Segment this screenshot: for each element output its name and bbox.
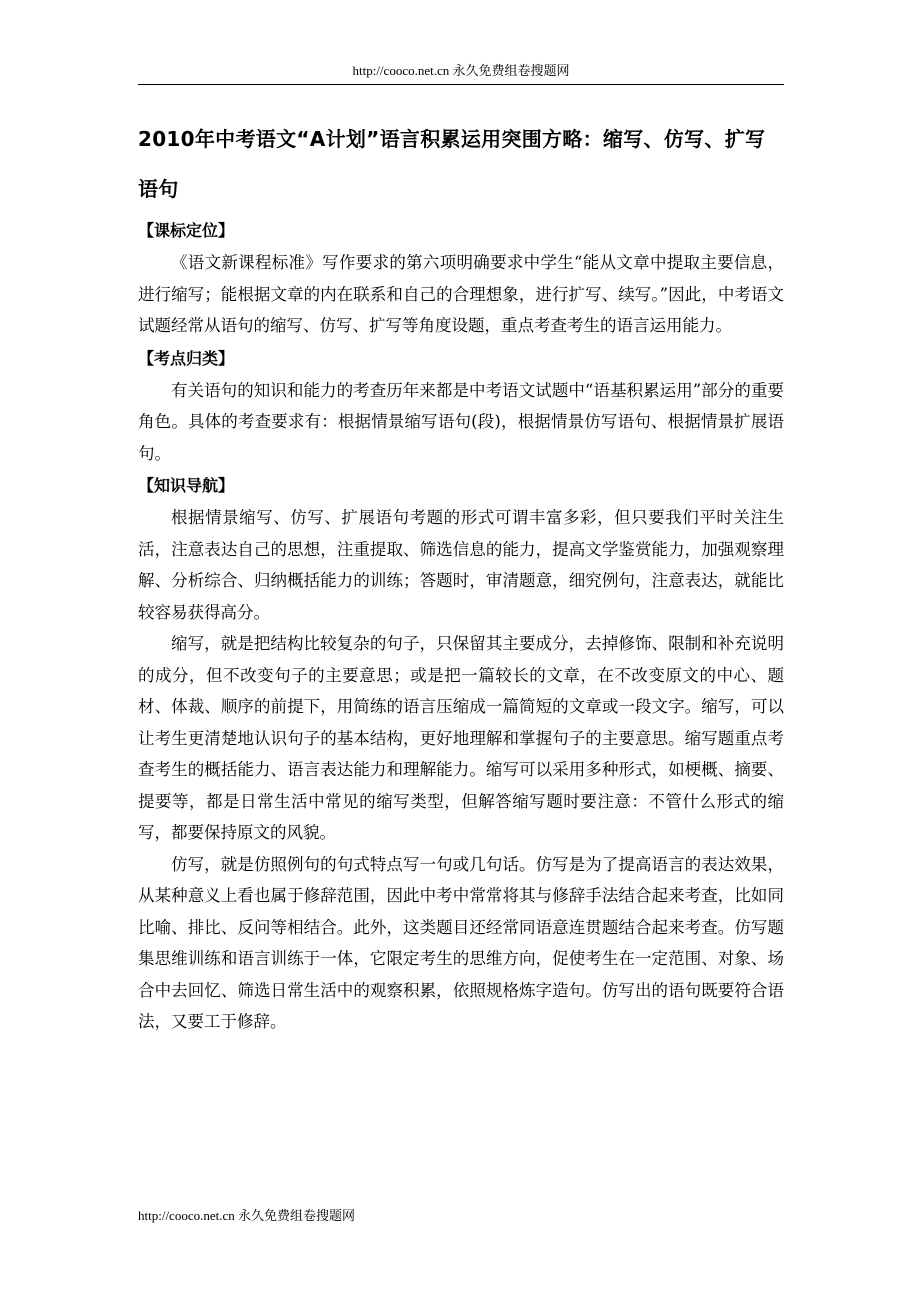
paragraph: 有关语句的知识和能力的考查历年来都是中考语文试题中“语基积累运用”部分的重要角色。具体的考查要求有：根据情景缩写语句(段)，根据情景仿写语句、根据情景扩展语句。 [138, 380, 784, 463]
page-header: http://cooco.net.cn 永久免费组卷搜题网 [352, 63, 570, 78]
section-test-points [138, 342, 784, 470]
section-heading: 【知识导航】 [138, 476, 235, 495]
paragraph: 《语文新课程标准》写作要求的第六项明确要求中学生“能从文章中提取主要信息，进行缩写；能根据文章的内在联系和自己的合理想象，进行扩写、续写。”因此，中考语文试题经常从语句的缩写、仿写、扩写等角度设题，重点考查考生的语言运用能力。 [138, 253, 784, 335]
section-heading: 【课标定位】 [138, 221, 235, 240]
document-body [138, 114, 784, 1038]
section-curriculum [138, 214, 784, 342]
document-title: 2010年中考语文“A计划”语言积累运用突围方略：缩写、仿写、扩写语句 [138, 127, 766, 201]
page-footer: http://cooco.net.cn 永久免费组卷搜题网 [138, 1208, 356, 1223]
paragraph: 仿写，就是仿照例句的句式特点写一句或几句话。仿写是为了提高语言的表达效果，从某种意义上看也属于修辞范围，因此中考中常常将其与修辞手法结合起来考查，比如同比喻、排比、反问等相结合。此外，这类题目还经常同语意连贯题结合起来考查。仿写题集思维训练和语言训练于一体，它限定考生的思维方向，促使考生在一定范围、对象、场合中去回忆、筛选日常生活中的观察积累，依照规格炼字造句。仿写出的语句既要符合语法，又要工于修辞。 [138, 854, 784, 1031]
paragraph: 根据情景缩写、仿写、扩展语句考题的形式可谓丰富多彩，但只要我们平时关注生活，注意表达自己的思想，注重提取、筛选信息的能力，提高文学鉴赏能力，加强观察理解、分析综合、归纳概括能力的训练；答题时，审清题意，细究例句，注意表达，就能比较容易获得高分。 [138, 508, 784, 622]
section-heading: 【考点归类】 [138, 348, 235, 368]
paragraph: 缩写，就是把结构比较复杂的句子，只保留其主要成分，去掉修饰、限制和补充说明的成分，但不改变句子的主要意思；或是把一篇较长的文章，在不改变原文的中心、题材、体裁、顺序的前提下，用简练的语言压缩成一篇简短的文章或一段文字。缩写，可以让考生更清楚地认识句子的基本结构，更好地理解和掌握句子的主要意思。缩写题重点考查考生的概括能力、语言表达能力和理解能力。缩写可以采用多种形式，如梗概、摘要、提要等，都是日常生活中常见的缩写类型，但解答缩写题时要注意：不管什么形式的缩写，都要保持原文的风貌。 [138, 634, 784, 842]
header-divider [138, 84, 784, 85]
section-knowledge-guide [138, 469, 784, 1038]
